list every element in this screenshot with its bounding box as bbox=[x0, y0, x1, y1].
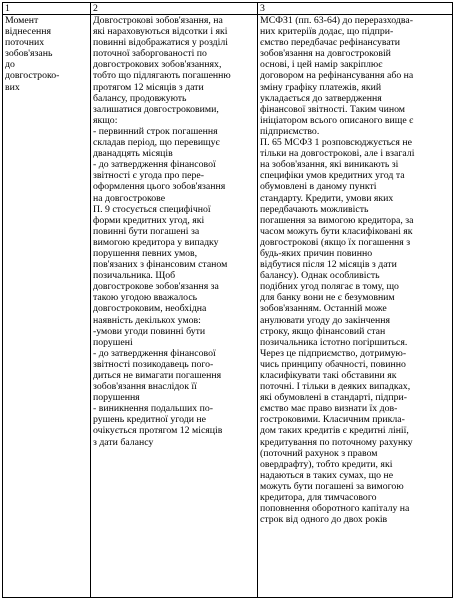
text-line: зміну графіку платежів, який bbox=[260, 81, 382, 93]
text-line: дом таких кредитів є кредитні лінії, bbox=[260, 425, 409, 437]
text-line: позичальника істотно погіршиться. bbox=[260, 336, 408, 348]
text-line: довгостроко- bbox=[5, 70, 60, 82]
text-line: порушені bbox=[93, 336, 133, 348]
text-line: кредитування по поточному рахунку bbox=[260, 436, 413, 448]
text-line: зобов'язання на довгостроковій bbox=[260, 48, 391, 60]
text-line: зобов'язань bbox=[5, 48, 53, 60]
text-line: якщо: bbox=[93, 114, 118, 126]
text-line: на зобов'язання, які виникають зі bbox=[260, 159, 399, 171]
header-row bbox=[3, 3, 453, 15]
text-line: гостроковими. Класичним прикла- bbox=[260, 414, 405, 426]
ifrs-text bbox=[260, 15, 450, 525]
text-line: порушення bbox=[93, 392, 140, 404]
text-line: звітності є угода про пере- bbox=[93, 170, 204, 182]
text-line: такою угодою вважалось bbox=[93, 292, 198, 304]
text-line: ініціатором всього описаного вище є bbox=[260, 114, 414, 126]
text-line: рушень кредитної угоди не bbox=[93, 414, 206, 426]
text-line: - виникнення подальших по- bbox=[93, 403, 214, 415]
national-standard-cell bbox=[91, 15, 258, 598]
text-line: П. 9 стосується специфічної bbox=[93, 203, 211, 215]
text-line: довгострокових зобов'язаннях, bbox=[93, 59, 222, 71]
text-line: поточної заборгованості по bbox=[93, 48, 207, 60]
text-line: основі, і цей намір закріплює bbox=[260, 59, 383, 71]
document-table bbox=[2, 2, 453, 598]
criterion-text bbox=[5, 15, 88, 93]
header-cell-3: 3 bbox=[258, 3, 453, 15]
text-line: поточні. І тільки в деяких випадках, bbox=[260, 381, 411, 393]
criterion-cell bbox=[3, 15, 91, 598]
text-line: фінансової звітності. Таким чином bbox=[260, 103, 405, 115]
text-line: -умови угоди повинні бути bbox=[93, 325, 206, 337]
text-line: довгострокові (якщо їх погашення з bbox=[260, 236, 411, 248]
text-line: складав період, що перевищує bbox=[93, 137, 220, 149]
text-line: наявність декількох умов: bbox=[93, 314, 201, 326]
text-line: МСФЗ1 (пп. 63-64) до переразходва- bbox=[260, 15, 413, 26]
text-line: строку, якщо фінансовий стан bbox=[260, 325, 386, 337]
text-line: строк від одного до двох років bbox=[260, 514, 388, 526]
national-standard-text bbox=[93, 15, 255, 448]
text-line: тільки на довгострокові, але і взагалі bbox=[260, 148, 415, 160]
text-line: стандарту. Кредити, умови яких bbox=[260, 192, 394, 204]
text-line: очікується протягом 12 місяців bbox=[93, 425, 223, 437]
text-line: чись принципу обачності, повинно bbox=[260, 358, 406, 370]
text-line: кредитора, для тимчасового bbox=[260, 492, 377, 504]
text-line: звітності позикодавець пого- bbox=[93, 358, 214, 370]
text-line: анулювати угоду до закінчення bbox=[260, 314, 390, 326]
text-line: надаються в таких сумах, що не bbox=[260, 469, 394, 481]
text-line: передбачають можливість bbox=[260, 203, 369, 215]
text-line: часом можуть бути класифіковані як bbox=[260, 225, 413, 237]
text-line: з дати балансу bbox=[93, 436, 154, 448]
text-line: довгостроковим, необхідна bbox=[93, 303, 207, 315]
text-line: овердрафту), тобто кредити, які bbox=[260, 458, 393, 470]
text-line: можуть бути погашені за вимогою bbox=[260, 480, 404, 492]
text-line: для банку вони не є безумовним bbox=[260, 292, 395, 304]
header-cell-1: 1 bbox=[3, 3, 91, 15]
text-line: диться не вимагати погашення bbox=[93, 370, 222, 381]
text-line: які нараховуються відсотки і які bbox=[93, 26, 228, 38]
text-line: них критеріїв додає, що підпри- bbox=[260, 26, 394, 38]
text-line: погашення за вимогою кредитора, за bbox=[260, 214, 414, 226]
text-line: Момент bbox=[5, 15, 39, 26]
text-line: вих bbox=[5, 81, 20, 93]
text-line: (поточний рахунок з правом bbox=[260, 447, 378, 459]
text-line: П. 65 МСФЗ 1 розповсюджується не bbox=[260, 137, 412, 149]
text-line: дванадцять місяців bbox=[93, 148, 173, 160]
text-line: ємство передбачає рефінансувати bbox=[260, 37, 401, 49]
text-line: порушення певних умов, bbox=[93, 247, 198, 259]
text-line: які обумовлені в стандарті, підпри- bbox=[260, 392, 407, 404]
text-line: зобов'язанням. Останній може bbox=[260, 303, 387, 315]
text-line: відбутися після 12 місяців з дати bbox=[260, 259, 397, 271]
text-line: - до затвердження фінансової bbox=[93, 159, 216, 171]
text-line: віднесення bbox=[5, 26, 51, 38]
text-line: укладається до затвердження bbox=[260, 92, 382, 104]
text-line: вимогою кредитора у випадку bbox=[93, 236, 219, 248]
text-line: тобто що підлягають погашенню bbox=[93, 70, 231, 82]
text-line: підприємство. bbox=[260, 125, 320, 137]
text-line: балансу, продовжують bbox=[93, 92, 187, 104]
text-line: залишатися довгостроковими, bbox=[93, 103, 219, 115]
text-line: балансу). Однак особливість bbox=[260, 270, 380, 282]
text-line: повинні відображатися у розділі bbox=[93, 37, 228, 49]
ifrs-cell bbox=[258, 15, 453, 598]
text-line: Довгострокові зобов'язання, на bbox=[93, 15, 223, 26]
text-line: специфіки умов кредитних угод та bbox=[260, 170, 405, 182]
text-line: пов'язаних з фінансовим станом bbox=[93, 259, 228, 271]
text-line: оформлення цього зобов'язання bbox=[93, 181, 226, 193]
text-line: протягом 12 місяців з дати bbox=[93, 81, 204, 93]
header-cell-2: 2 bbox=[91, 3, 258, 15]
text-line: поповнення оборотного капіталу на bbox=[260, 503, 410, 515]
text-line: класифікувати такі обставини як bbox=[260, 370, 397, 381]
text-line: поточних bbox=[5, 37, 45, 49]
text-line: на довгострокове bbox=[93, 192, 166, 204]
text-line: подібних угод полягає в тому, що bbox=[260, 281, 399, 293]
text-line: Через це підприємство, дотримую- bbox=[260, 347, 407, 359]
text-line: обумовлені в даному пункті bbox=[260, 181, 377, 193]
text-line: до bbox=[5, 59, 15, 71]
text-line: - первинний строк погашення bbox=[93, 125, 218, 137]
text-line: будь-яких причин повинно bbox=[260, 247, 373, 259]
content-row bbox=[3, 15, 453, 598]
text-line: довгострокове зобов'язання за bbox=[93, 281, 219, 293]
text-line: ємство має право визнати їх дов- bbox=[260, 403, 398, 415]
text-line: зобов'язання внаслідок її bbox=[93, 381, 197, 393]
text-line: форми кредитних угод, які bbox=[93, 214, 205, 226]
text-line: - до затвердження фінансової bbox=[93, 347, 216, 359]
text-line: договором на рефінансування або на bbox=[260, 70, 414, 82]
text-line: повинні бути погашені за bbox=[93, 225, 200, 237]
text-line: позичальника. Щоб bbox=[93, 270, 176, 282]
